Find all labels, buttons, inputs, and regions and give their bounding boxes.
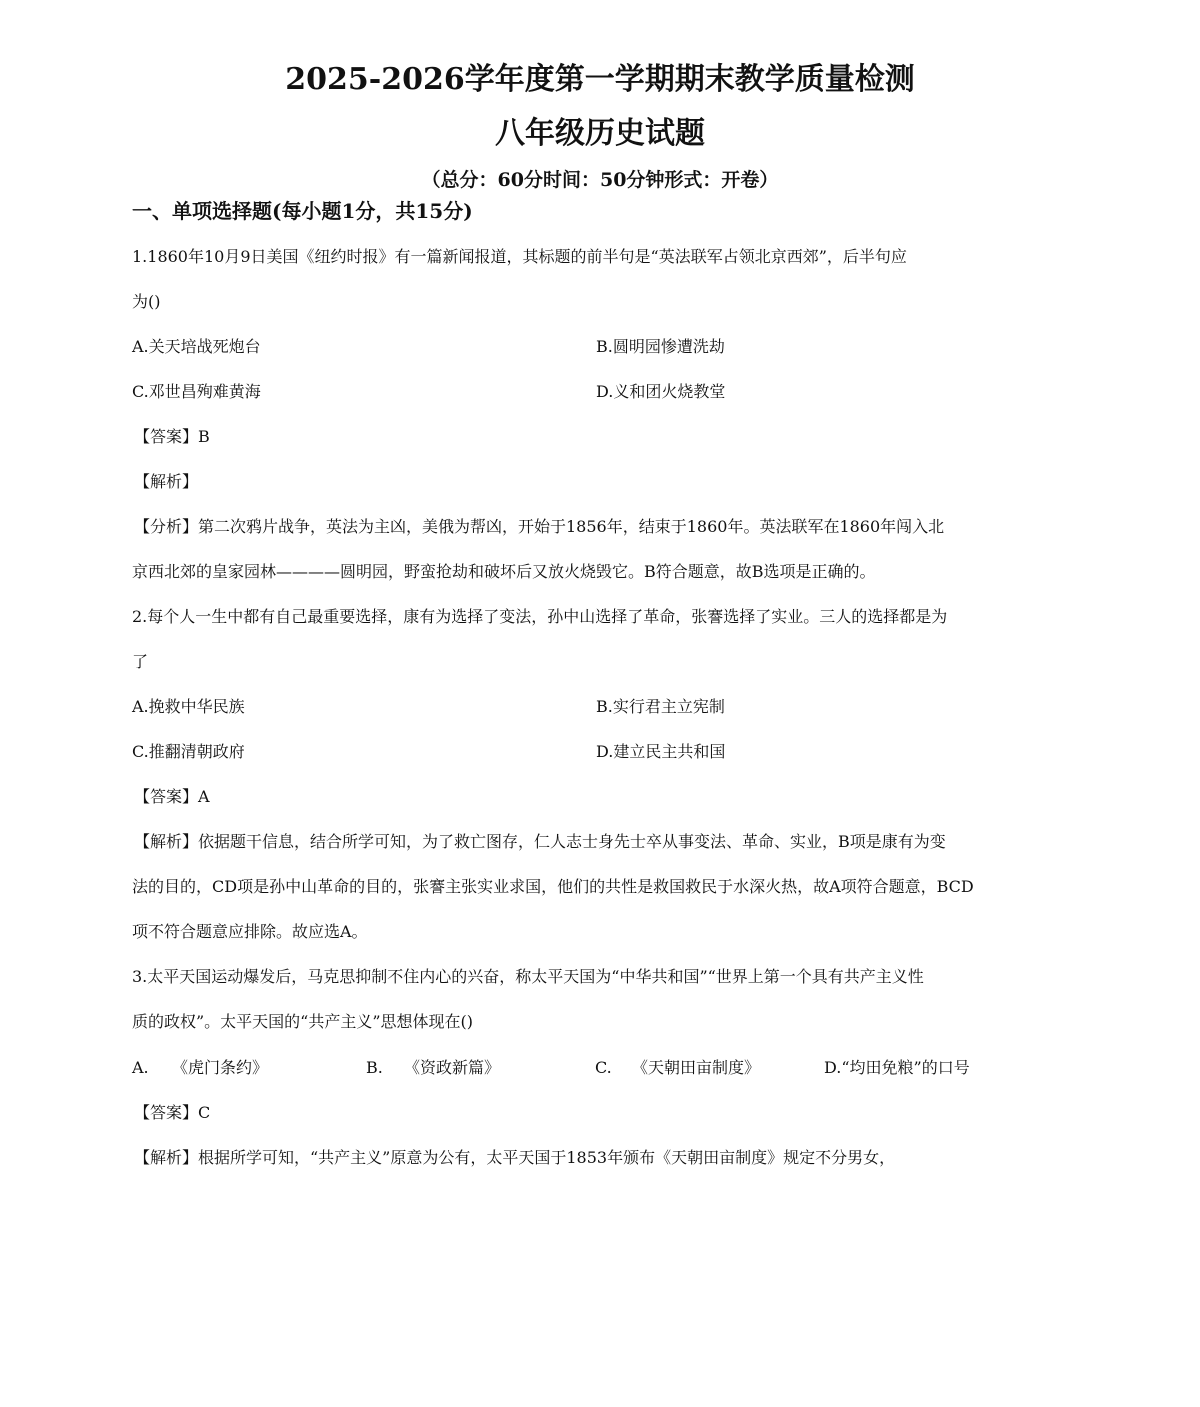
q2-option-d: D.建立民主共和国 — [596, 742, 726, 761]
q2-stem-line1: 2.每个人一生中都有自己最重要选择，康有为选择了变法，孙中山选择了革命，张謇选择了实业。三人的选择都是为 — [132, 607, 948, 626]
q1-analysis-label: 【解析】 — [134, 472, 199, 491]
exam-meta: （总分：60分时间：50分钟形式：开卷） — [421, 169, 779, 191]
q1-option-d: D.义和团火烧教堂 — [596, 382, 726, 401]
q1-analysis-line1: 【分析】第二次鸦片战争，英法为主凶，美俄为帮凶，开始于1856年，结束于1860年。英法联军在1860年闯入北 — [134, 517, 945, 536]
q2-option-b: B.实行君主立宪制 — [596, 697, 725, 716]
q3-option-c-letter: C. — [595, 1058, 612, 1077]
q1-stem-line1: 1.1860年10月9日美国《纽约时报》有一篇新闻报道，其标题的前半句是“英法联军占领北京西郊”，后半句应 — [132, 247, 907, 266]
q2-option-a: A.挽救中华民族 — [132, 697, 245, 716]
q1-analysis-line2: 京西北郊的皇家园林————圆明园，野蛮抢劫和破坏后又放火烧毁它。B符合题意，故B选项是正确的。 — [132, 562, 876, 581]
q3-option-d: D.“均田免粮”的口号 — [824, 1058, 970, 1077]
q2-analysis-line1: 【解析】依据题干信息，结合所学可知，为了救亡图存，仁人志士身先士卒从事变法、革命、实业，B项是康有为变 — [134, 832, 946, 851]
q2-analysis-line2: 法的目的，CD项是孙中山革命的目的，张謇主张实业求国，他们的共性是救国救民于水深火热，故A项符合题意，BCD — [132, 877, 974, 896]
q2-analysis-line3: 项不符合题意应排除。故应选A。 — [132, 922, 368, 941]
q3-option-c: 《天朝田亩制度》 — [632, 1058, 761, 1077]
exam-subtitle: 八年级历史试题 — [495, 116, 705, 151]
q3-answer: 【答案】C — [134, 1103, 211, 1122]
q1-option-c: C.邓世昌殉难黄海 — [132, 382, 261, 401]
q3-option-b-letter: B. — [366, 1058, 383, 1077]
section-heading: 一、单项选择题(每小题1分，共15分) — [132, 199, 473, 223]
q1-stem-line2: 为() — [132, 292, 161, 311]
q3-option-b: 《资政新篇》 — [404, 1058, 501, 1077]
q1-answer: 【答案】B — [134, 427, 210, 446]
q2-answer: 【答案】A — [134, 787, 210, 806]
q3-option-a-letter: A. — [132, 1058, 149, 1077]
q2-option-c: C.推翻清朝政府 — [132, 742, 245, 761]
q3-stem-line1: 3.太平天国运动爆发后，马克思抑制不住内心的兴奋，称太平天国为“中华共和国”“世界上第一个具有共产主义性 — [132, 967, 924, 986]
q1-option-a: A.关天培战死炮台 — [132, 337, 261, 356]
q1-option-b: B.圆明园惨遭洗劫 — [596, 337, 725, 356]
q2-stem-line2: 了 — [132, 652, 149, 671]
q3-analysis-line1: 【解析】根据所学可知，“共产主义”原意为公有，太平天国于1853年颁布《天朝田亩制度》规定不分男女， — [134, 1148, 896, 1167]
q3-stem-line2: 质的政权”。太平天国的“共产主义”思想体现在() — [132, 1012, 474, 1031]
q3-option-a: 《虎门条约》 — [172, 1058, 269, 1077]
exam-title: 2025-2026学年度第一学期期末教学质量检测 — [285, 62, 915, 97]
